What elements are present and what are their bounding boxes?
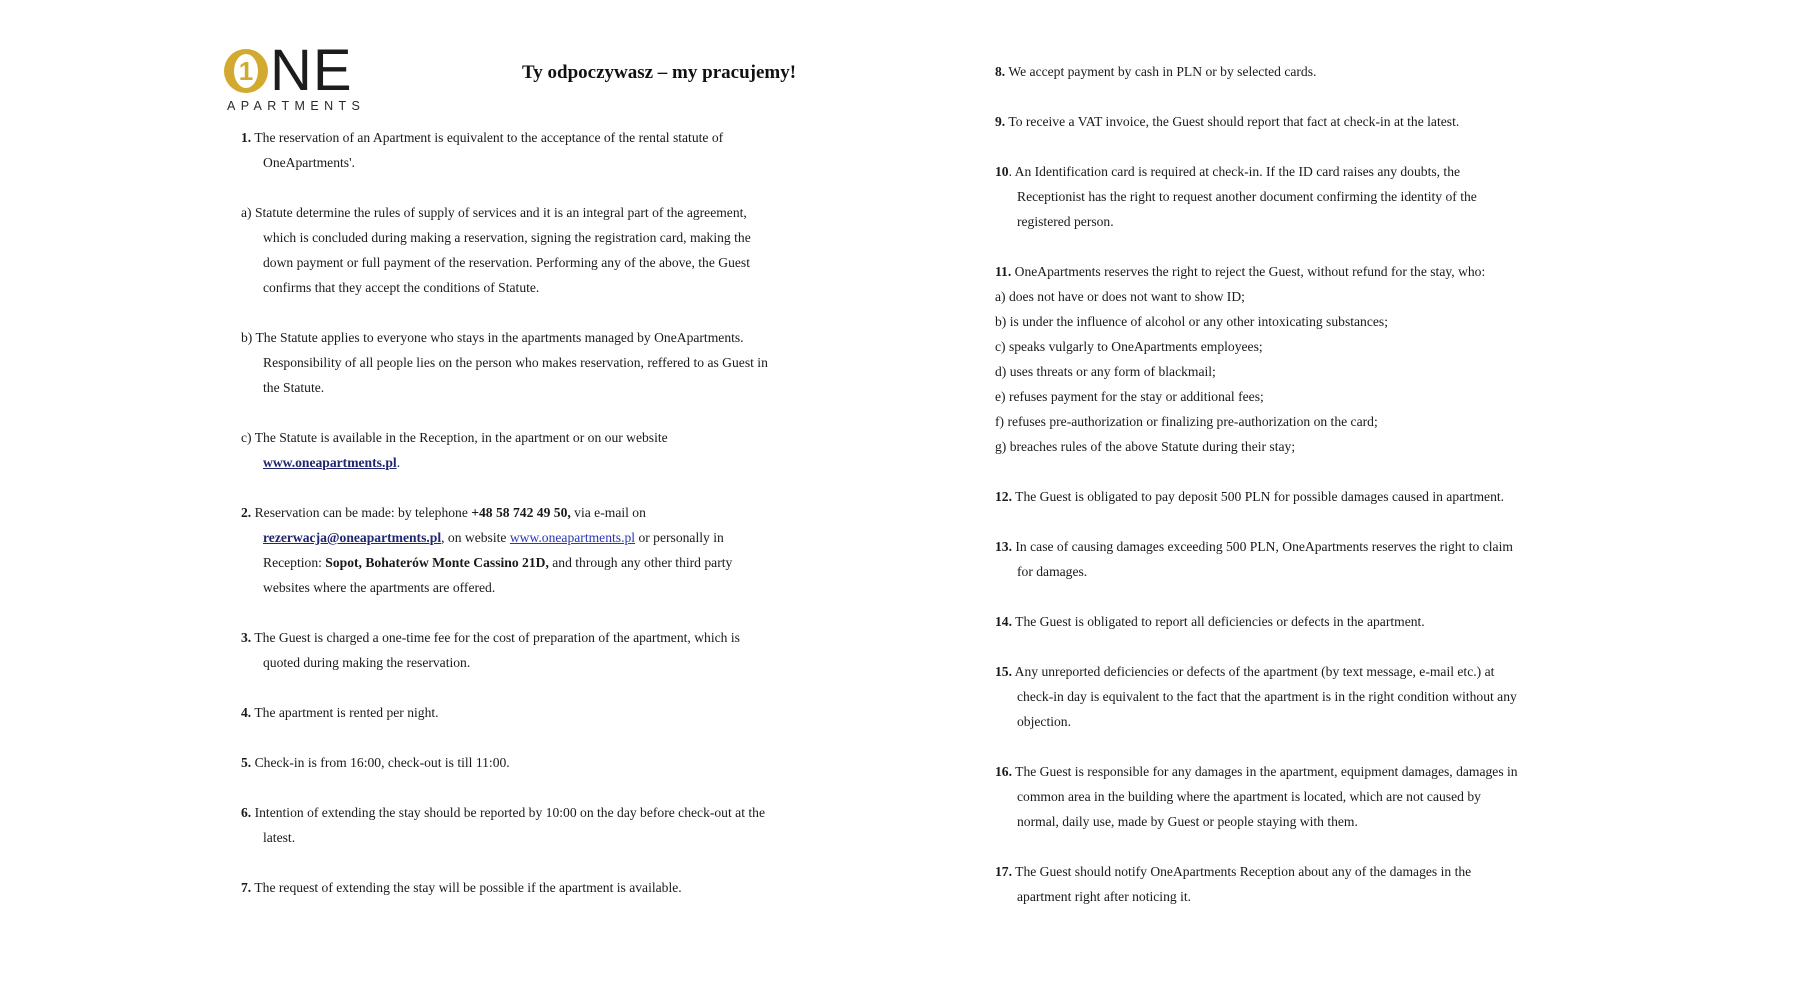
rule-text: c) The Statute is available in the Reception, in the apartment or on our website [241,430,668,445]
rule-14 [995,609,1575,634]
rule-text: normal, daily use, made by Guest or people staying with them. [1017,814,1358,829]
rule-text: b) The Statute applies to everyone who stays in the apartments managed by OneApartments. [241,330,744,345]
rule-text: The Guest is responsible for any damages in the apartment, equipment damages, damages in [1012,764,1518,779]
rule-text: The Guest should notify OneApartments Reception about any of the damages in the [1012,864,1472,879]
rule-text: The Guest is obligated to report all deficiencies or defects in the apartment. [1012,614,1425,629]
rule-number: 7. [241,880,252,895]
rule-text: Intention of extending the stay should be reported by 10:00 on the day before check-out at the [251,805,765,820]
rule-text: Responsibility of all people lies on the person who makes reservation, reffered to as Guest in [263,355,768,370]
rule-number: 16. [995,764,1012,779]
right-column [995,59,1575,934]
rule-number: 10 [995,164,1009,179]
rule-text: The reservation of an Apartment is equivalent to the acceptance of the rental statute of [251,130,724,145]
rule-number: 5. [241,755,252,770]
rule-7 [241,875,821,900]
rule-number: 15. [995,664,1012,679]
logo-word: NE [270,38,353,103]
rule-text: Check-in is from 16:00, check-out is till 11:00. [251,755,510,770]
rule-3 [241,625,821,675]
rule-text: check-in day is equivalent to the fact that the apartment is in the right condition without any [1017,689,1517,704]
rule-16 [995,759,1575,834]
rule-text: a) Statute determine the rules of supply of services and it is an integral part of the agreement, [241,205,747,220]
rule-text: websites where the apartments are offered. [263,580,496,595]
rule-12 [995,484,1575,509]
list-item: a) does not have or does not want to show ID; [995,289,1245,304]
website-link[interactable]: www.oneapartments.pl [509,530,636,545]
rule-text: The apartment is rented per night. [251,705,439,720]
rule-17 [995,859,1575,909]
rule-15 [995,659,1575,734]
rule-number: 13. [995,539,1012,554]
website-link[interactable]: www.oneapartments.pl [263,455,397,470]
rule-5 [241,750,821,775]
list-item: f) refuses pre-authorization or finalizing pre-authorization on the card; [995,414,1378,429]
document-title: Ty odpoczywasz – my pracujemy! [522,62,797,83]
rule-text: OneApartments'. [263,155,355,170]
reception-address: Sopot, Bohaterów Monte Cassino 21D, [325,555,549,570]
rule-text: OneApartments reserves the right to reject the Guest, without refund for the stay, who: [1011,264,1486,279]
rule-text: confirms that they accept the conditions of Statute. [263,280,540,295]
rule-number: 2. [241,505,252,520]
rule-text: Any unreported deficiencies or defects of the apartment (by text message, e-mail etc.) at [1012,664,1495,679]
rule-1b [241,325,821,400]
rule-number: 12. [995,489,1012,504]
rule-number: 3. [241,630,252,645]
list-item: b) is under the influence of alcohol or any other intoxicating substances; [995,314,1388,329]
rule-number: 9. [995,114,1006,129]
rule-number: 1. [241,130,252,145]
rule-text: via e-mail on [570,505,646,520]
rule-2 [241,500,821,600]
list-item: g) breaches rules of the above Statute during their stay; [995,439,1296,454]
rule-text: common area in the building where the apartment is located, which are not caused by [1017,789,1481,804]
rule-10 [995,159,1575,234]
rule-text: for damages. [1017,564,1088,579]
rule-number: 4. [241,705,252,720]
list-item: c) speaks vulgarly to OneApartments employees; [995,339,1263,354]
rule-text: which is concluded during making a reservation, signing the registration card, making the [263,230,751,245]
rule-text: The request of extending the stay will be possible if the apartment is available. [251,880,682,895]
rule-text: We accept payment by cash in PLN or by selected cards. [1005,64,1317,79]
logo-circle-icon [224,49,268,93]
rule-text: and through any other third party [548,555,733,570]
rule-13 [995,534,1575,584]
rule-text: , on website [441,530,510,545]
rule-text: apartment right after noticing it. [1017,889,1192,904]
logo-digit: 1 [234,54,258,88]
rule-text: latest. [263,830,296,845]
rule-text: The Guest is charged a one-time fee for the cost of preparation of the apartment, which is [251,630,740,645]
rule-text: Reception: [263,555,326,570]
phone-number: +48 58 742 49 50, [471,505,571,520]
rule-text: down payment or full payment of the reservation. Performing any of the above, the Guest [263,255,750,270]
rule-text: quoted during making the reservation. [263,655,471,670]
one-apartments-logo [224,38,366,113]
rule-text: the Statute. [263,380,325,395]
rule-8 [995,59,1575,84]
rule-number: 6. [241,805,252,820]
rule-11 [995,259,1575,459]
rule-1a [241,200,821,300]
rule-text: objection. [1017,714,1071,729]
left-column [241,125,821,925]
rule-6 [241,800,821,850]
rule-number: 8. [995,64,1006,79]
rule-text: or personally in [635,530,724,545]
rule-number: 14. [995,614,1012,629]
rule-text: registered person. [1017,214,1114,229]
rule-text: Receptionist has the right to request another document confirming the identity of the [1017,189,1477,204]
rule-text: . An Identification card is required at check-in. If the ID card raises any doubts, the [1008,164,1461,179]
rule-text: . [396,455,401,470]
rule-1c [241,425,821,475]
rule-number: 17. [995,864,1012,879]
rejection-reasons-list [995,284,1575,459]
list-item: d) uses threats or any form of blackmail; [995,364,1216,379]
list-item: e) refuses payment for the stay or additional fees; [995,389,1264,404]
rule-text: Reservation can be made: by telephone [251,505,472,520]
rule-number: 11. [995,264,1012,279]
rule-text: The Guest is obligated to pay deposit 500 PLN for possible damages caused in apartment. [1012,489,1505,504]
rule-4 [241,700,821,725]
rule-1 [241,125,821,175]
rule-9 [995,109,1575,134]
logo-subtitle: APARTMENTS [227,99,366,113]
rule-text: In case of causing damages exceeding 500 PLN, OneApartments reserves the right to claim [1012,539,1513,554]
email-link[interactable]: rezerwacja@oneapartments.pl [263,530,442,545]
rule-text: To receive a VAT invoice, the Guest should report that fact at check-in at the latest. [1005,114,1460,129]
